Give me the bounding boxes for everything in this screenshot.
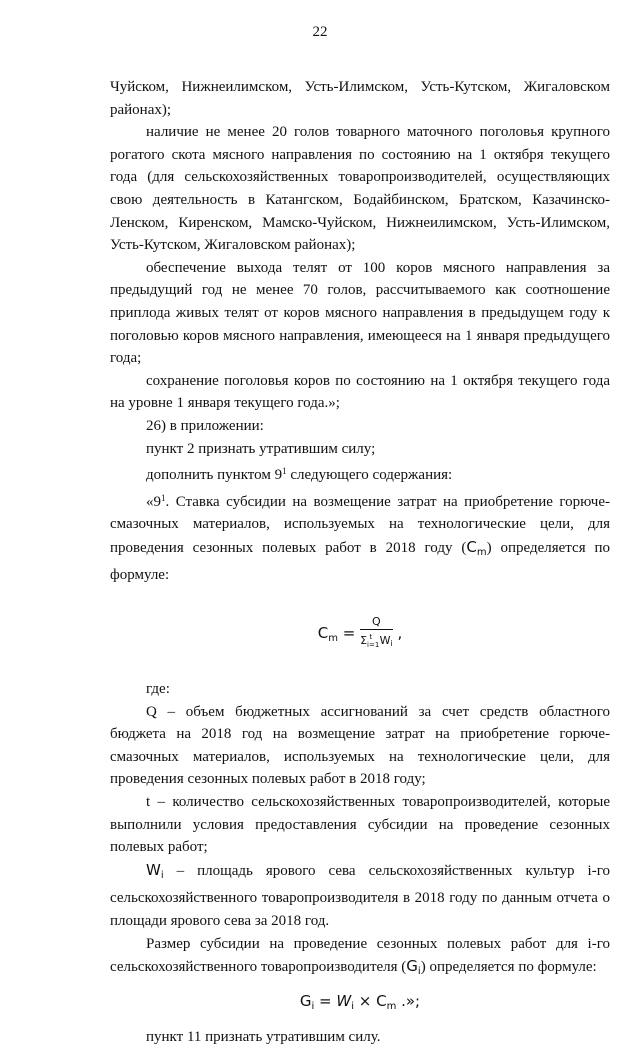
math-subscript: i	[160, 869, 164, 881]
formula-w: W	[336, 991, 352, 1010]
formula-tail: .»;	[396, 991, 421, 1010]
math-subscript: m	[476, 546, 487, 558]
formula-times: ×	[354, 991, 377, 1010]
fraction-denominator	[360, 630, 393, 652]
formula-lhs-sub: m	[328, 633, 338, 645]
document-body	[110, 76, 610, 1049]
paragraph: 26) в приложении:	[146, 417, 264, 434]
paragraph: сохранение поголовья коров по состоянию на 1 октября текущего года на уровне 1 января текущего года.»;	[110, 372, 610, 412]
math-symbol: C	[466, 537, 477, 556]
math-symbol: G	[406, 957, 418, 976]
text-run: – площадь ярового сева сельскохозяйственных культур i-го сельскохозяйственного товаропроизводителя в 2018 году по данным отчета о площади ярового сева за 2018 год.	[110, 862, 610, 929]
paragraph: t – количество сельскохозяйственных товаропроизводителей, которые выполнили условия предоставления субсидии на проведение сезонных полевых работ;	[110, 794, 610, 856]
sigma-lower: i=1	[367, 641, 380, 650]
formula-lhs-sub: i	[311, 1000, 315, 1012]
text-run: ) определяется по формуле:	[110, 539, 611, 584]
text-run: Размер субсидии на проведение сезонных полевых работ для i-го сельскохозяйственного товаропроизводителя (	[110, 935, 610, 976]
paragraph: Чуйском, Нижнеилимском, Усть-Илимском, Усть-Кутском, Жигаловском районах);	[110, 79, 610, 118]
formula-lhs: C	[317, 624, 329, 643]
math-symbol: W	[146, 860, 161, 879]
paragraph: где:	[146, 681, 170, 698]
formula-subsidy	[110, 990, 610, 1019]
paragraph: пункт 2 признать утратившим силу;	[146, 440, 376, 457]
math-subscript: i	[417, 966, 421, 978]
text-run: дополнить пунктом 9	[146, 467, 283, 484]
paragraph	[110, 460, 610, 487]
superscript: 1	[161, 492, 166, 503]
text-run: . Ставка субсидии на возмещение затрат на приобретение горюче-смазочных материалов, используемых на технологические цели, для проведения сезонных полевых работ в 2018 году (	[110, 493, 610, 556]
sigma-upper: t	[369, 633, 373, 642]
paragraph	[110, 487, 610, 587]
paragraph: наличие не менее 20 голов товарного маточного поголовья крупного рогатого скота мясного направления по состоянию на 1 октября текущего года (для сельскохозяйственных товаропроизводителей, осуществляющих свою деятельность в Катангском, Бодайбинском, Братском, Казачинско-Ленском, Киренском, Мамско-Чуйском, Нижнеилимском, Усть-Илимском, Усть-Кутском, Жигаловском районах);	[110, 124, 610, 254]
sigma: Σ	[360, 634, 368, 648]
formula-lhs: G	[299, 991, 312, 1010]
formula-w-sub: i	[351, 1000, 354, 1012]
text-run: ) определяется по формуле:	[420, 959, 597, 976]
formula-eq: =	[337, 624, 361, 643]
formula-c-sub: m	[386, 1000, 397, 1012]
text-run: «9	[146, 493, 161, 510]
paragraph	[110, 933, 610, 984]
text-run: следующего содержания:	[286, 467, 453, 484]
denominator-var: W	[379, 634, 391, 648]
formula-tail: ,	[397, 624, 403, 643]
paragraph: пункт 11 признать утратившим силу.	[146, 1029, 381, 1046]
formula-eq: =	[314, 991, 337, 1010]
superscript: 1	[282, 466, 287, 477]
fraction-numerator: Q	[360, 615, 393, 630]
formula-c: C	[376, 991, 387, 1010]
page-number: 22	[312, 24, 328, 40]
paragraph	[110, 859, 610, 933]
denominator-var-sub: i	[390, 639, 393, 649]
paragraph: Q – объем бюджетных ассигнований за счет средств областного бюджета на 2018 год на возмещение затрат на приобретение горюче-смазочных материалов, используемых на технологические цели, для проведения сезонных полевых работ в 2018 году;	[110, 703, 610, 788]
formula-rate	[110, 615, 610, 652]
paragraph: обеспечение выхода телят от 100 коров мясного направления за предыдущий год не менее 70 голов, рассчитываемого как соотношение приплода живых телят от коров мясного направления в предыдущем году к поголовью коров мясного направления, имеющееся на 1 января предыдущего года;	[110, 259, 610, 367]
fraction	[360, 615, 393, 652]
